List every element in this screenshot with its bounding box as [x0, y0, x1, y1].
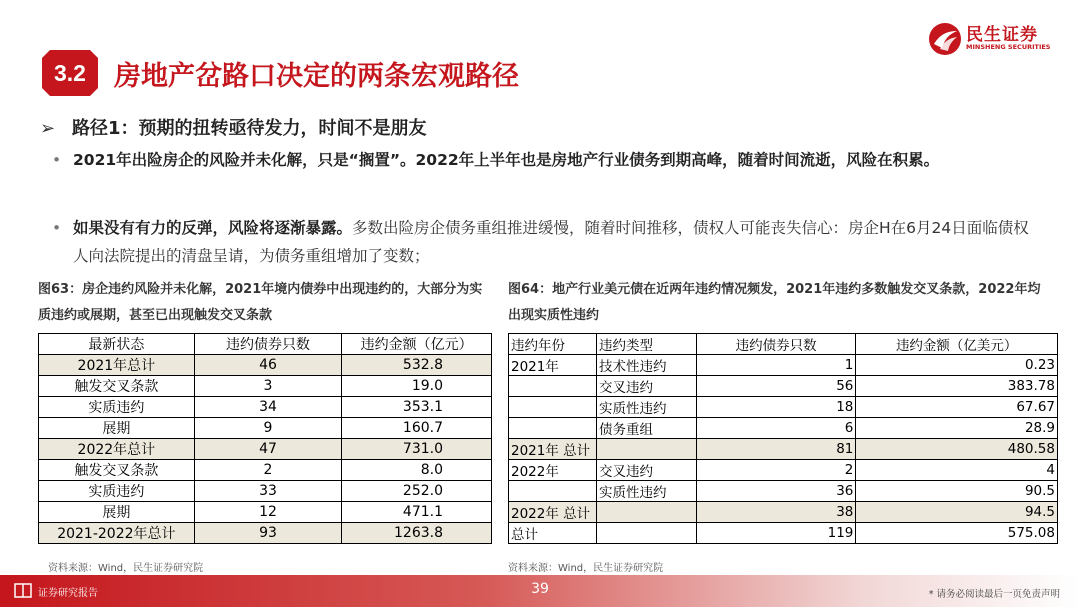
table-row: [39, 460, 492, 481]
table-cell: 575.08: [856, 523, 1058, 544]
table-cell: [596, 502, 696, 523]
table-row: [509, 355, 1058, 376]
table-cell: 19.0: [342, 376, 492, 397]
bullet-text: 多数出险房企债务重组推进缓慢，随着时间推移，债权人可能丧失信心：房企H在6月24日面临债权人向法院提出的清盘呈请，为债务重组增加了变数；: [73, 219, 1029, 265]
table-cell: 36: [696, 481, 856, 502]
table-header-cell: 违约债券只数: [696, 334, 856, 355]
table-cell: 46: [194, 355, 342, 376]
table-cell: 2022年总计: [39, 439, 195, 460]
table-cell: 252.0: [342, 481, 492, 502]
book-icon: [14, 583, 32, 598]
bullet-bold-text: 2021年出险房企的风险并未化解，只是“搁置”。2022年上半年也是房地产行业债务到期高峰，随着时间流逝，风险在积累。: [73, 151, 940, 169]
table-row: [509, 523, 1058, 544]
table-row: [39, 376, 492, 397]
bullet-bold-text: 如果没有有力的反弹，风险将逐渐暴露。: [73, 219, 353, 237]
table-cell: 2021年: [509, 355, 597, 376]
table-cell: 56: [696, 376, 856, 397]
bullet-dot-icon: •: [52, 151, 62, 169]
brand-name-cn: 民生证券: [966, 25, 1038, 45]
table-row: [39, 397, 492, 418]
section-title: 房地产岔路口决定的两条宏观路径: [114, 61, 519, 92]
table-cell: 交叉违约: [596, 376, 696, 397]
footer-label: 证券研究报告: [38, 588, 98, 599]
table-cell: 实质性违约: [596, 397, 696, 418]
table-cell: 532.8: [342, 355, 492, 376]
table-header-cell: 违约类型: [596, 334, 696, 355]
table-header-cell: 违约债券只数: [194, 334, 342, 355]
table-header-cell: 最新状态: [39, 334, 195, 355]
table-cell: 160.7: [342, 418, 492, 439]
brand-logo-icon: [928, 22, 962, 56]
table-cell: 实质违约: [39, 481, 195, 502]
table-cell: [509, 481, 597, 502]
table-cell: 0.23: [856, 355, 1058, 376]
table-cell: 90.5: [856, 481, 1058, 502]
table-cell: 2021年总计: [39, 355, 195, 376]
table-cell: 9: [194, 418, 342, 439]
footer-bar: [0, 575, 1080, 607]
table-cell: [509, 418, 597, 439]
figure-63-table: [38, 333, 492, 544]
page-number: 39: [531, 581, 549, 597]
table-header-cell: 违约金额（亿元）: [342, 334, 492, 355]
table-row: [509, 418, 1058, 439]
table-cell: 债务重组: [596, 418, 696, 439]
table-cell: 6: [696, 418, 856, 439]
table-cell: [596, 439, 696, 460]
figure-64-table: [508, 333, 1058, 544]
figure-63-caption: 图63：房企违约风险并未化解，2021年境内债券中出现违约的，大部分为实质违约或展期，甚至已出现触发交叉条款: [38, 282, 483, 323]
table-cell: 8.0: [342, 460, 492, 481]
table-cell: 33: [194, 481, 342, 502]
table-cell: 38: [696, 502, 856, 523]
table-cell: 展期: [39, 418, 195, 439]
table-cell: 技术性违约: [596, 355, 696, 376]
section-number: 3.2: [54, 60, 86, 86]
table-cell: 471.1: [342, 502, 492, 523]
table-cell: 1: [696, 355, 856, 376]
table-cell: 480.58: [856, 439, 1058, 460]
table-cell: 34: [194, 397, 342, 418]
table-cell: 展期: [39, 502, 195, 523]
path-heading: [40, 114, 427, 140]
table-row: [39, 523, 492, 544]
table-header-row: [39, 334, 492, 355]
table-cell: 67.67: [856, 397, 1058, 418]
table-cell: 总计: [509, 523, 597, 544]
table-header-cell: 违约年份: [509, 334, 597, 355]
table-row: [39, 502, 492, 523]
table-row: [509, 439, 1058, 460]
table-row: [39, 418, 492, 439]
table-cell: 2022年 总计: [509, 502, 597, 523]
table-row: [509, 397, 1058, 418]
table-cell: 94.5: [856, 502, 1058, 523]
table-cell: 18: [696, 397, 856, 418]
figure-63-source: 资料来源：Wind，民生证券研究院: [48, 563, 204, 574]
table-cell: 47: [194, 439, 342, 460]
table-row: [39, 481, 492, 502]
table-cell: 3: [194, 376, 342, 397]
table-cell: 交叉违约: [596, 460, 696, 481]
table-cell: [509, 376, 597, 397]
path-heading-text: 路径1：预期的扭转亟待发力，时间不是朋友: [72, 118, 427, 139]
table-cell: 81: [696, 439, 856, 460]
table-cell: 2021-2022年总计: [39, 523, 195, 544]
figure-64-source: 资料来源：Wind，民生证券研究院: [508, 563, 664, 574]
table-cell: 2: [696, 460, 856, 481]
table-row: [509, 376, 1058, 397]
table-cell: 实质违约: [39, 397, 195, 418]
section-number-badge: [42, 50, 98, 96]
disclaimer-note: * 请务必阅读最后一页免责声明: [928, 589, 1060, 600]
table-cell: 731.0: [342, 439, 492, 460]
table-cell: 383.78: [856, 376, 1058, 397]
table-cell: 2021年 总计: [509, 439, 597, 460]
table-row: [509, 481, 1058, 502]
table-header-row: [509, 334, 1058, 355]
brand-name-en: MINSHENG SECURITIES: [966, 43, 1051, 51]
brand-logo: [928, 18, 1068, 58]
figure-64-caption: 图64：地产行业美元债在近两年违约情况频发，2021年违约多数触发交叉条款，2022年均出现实质性违约: [508, 282, 1041, 323]
table-cell: 119: [696, 523, 856, 544]
table-cell: 触发交叉条款: [39, 376, 195, 397]
bullet-dot-icon: •: [52, 219, 62, 237]
table-row: [39, 355, 492, 376]
table-cell: 2022年: [509, 460, 597, 481]
table-cell: 触发交叉条款: [39, 460, 195, 481]
table-cell: 1263.8: [342, 523, 492, 544]
table-cell: [509, 397, 597, 418]
table-cell: 4: [856, 460, 1058, 481]
table-row: [509, 460, 1058, 481]
table-cell: 实质性违约: [596, 481, 696, 502]
table-cell: 353.1: [342, 397, 492, 418]
table-row: [39, 439, 492, 460]
table-row: [509, 502, 1058, 523]
table-cell: 28.9: [856, 418, 1058, 439]
table-header-cell: 违约金额（亿美元）: [856, 334, 1058, 355]
table-cell: 12: [194, 502, 342, 523]
arrow-bullet-icon: ➢: [40, 118, 56, 139]
table-cell: 2: [194, 460, 342, 481]
table-cell: [596, 523, 696, 544]
table-cell: 93: [194, 523, 342, 544]
